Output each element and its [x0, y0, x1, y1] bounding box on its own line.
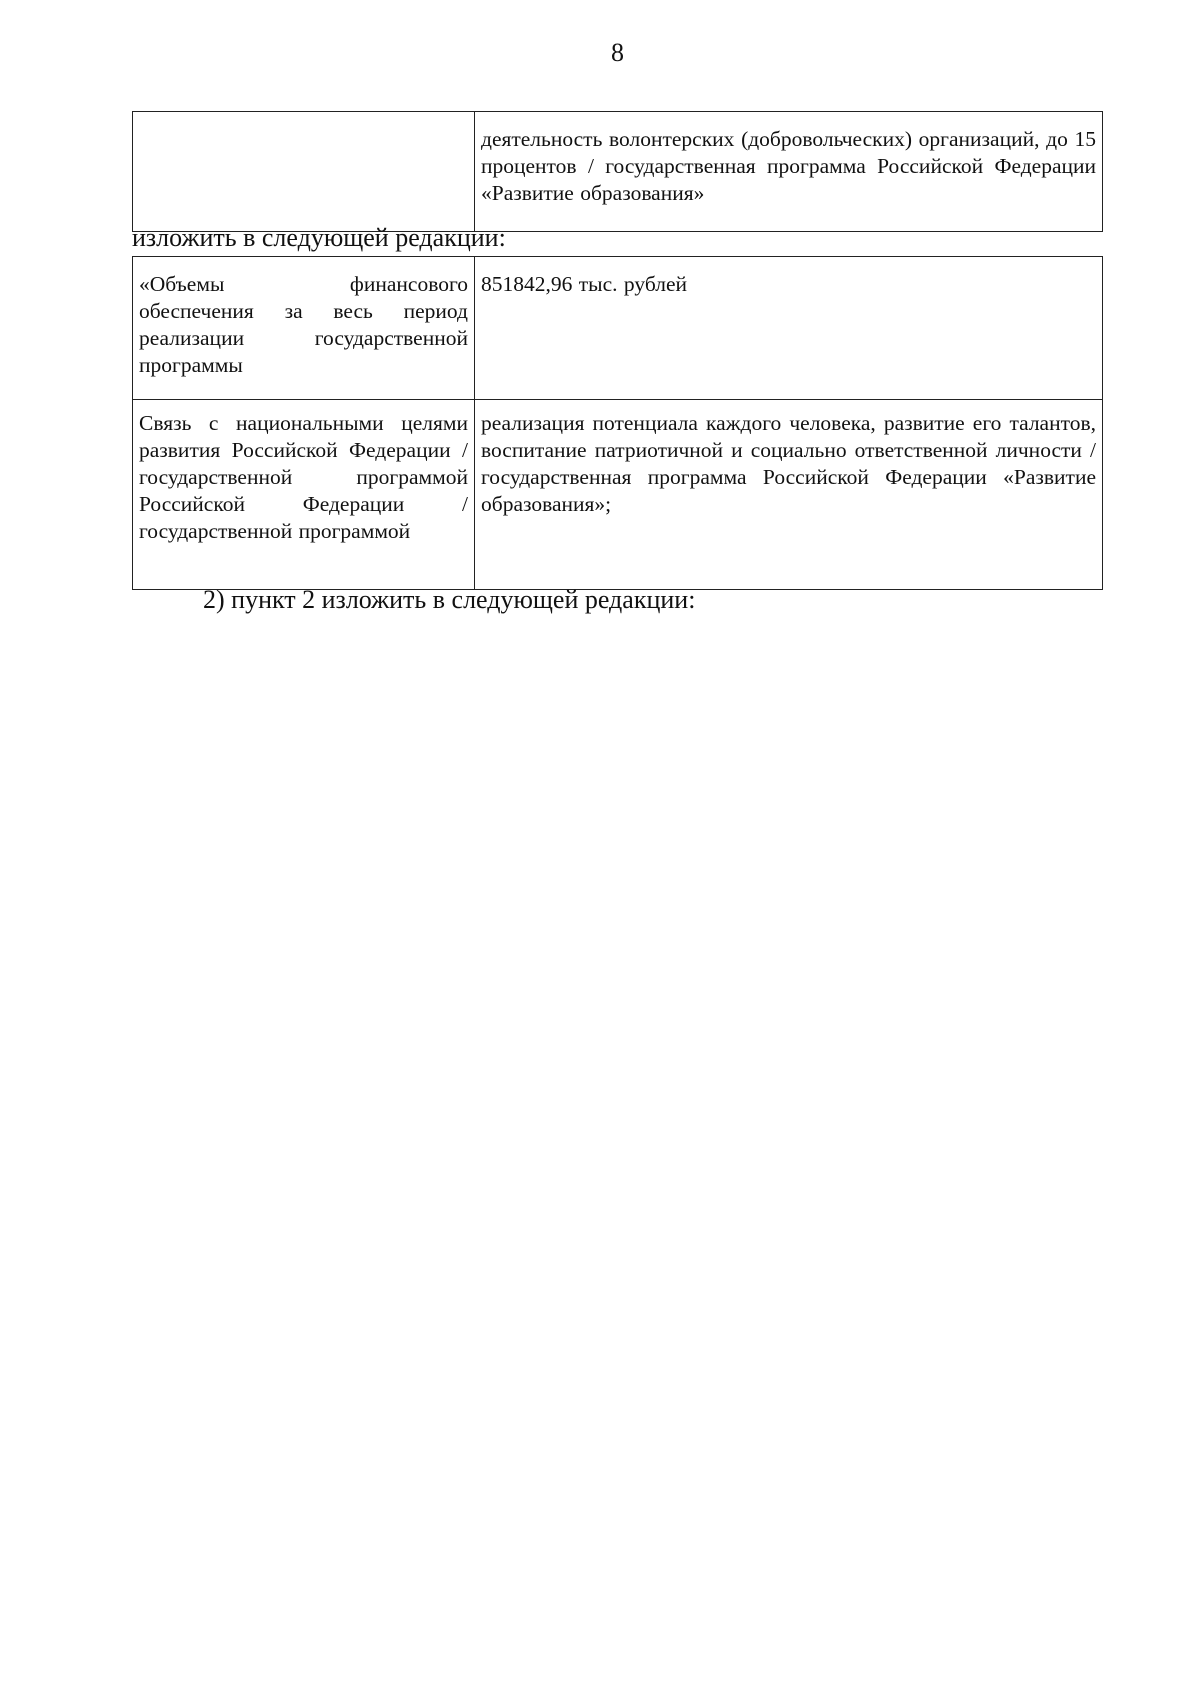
table-cell-value: деятельность волонтерских (добровольческих) организаций, до 15 процентов / государственная программа Российской Федерации «Развитие образования»	[475, 112, 1103, 232]
table-row	[133, 257, 1103, 400]
continuation-table	[132, 111, 1103, 232]
table-cell-value: 851842,96 тыс. рублей	[475, 257, 1103, 400]
table-cell-label: Связь с национальными целями развития Российской Федерации / государственной программой Российской Федерации / государственной программой	[133, 400, 475, 590]
table-cell-value: реализация потенциала каждого человека, развитие его талантов, воспитание патриотичной и социально ответственной личности / государственная программа Российской Федерации «Развитие образования»;	[475, 400, 1103, 590]
table-cell-label	[133, 112, 475, 232]
table-row	[133, 112, 1103, 232]
instruction-text: изложить в следующей редакции:	[132, 223, 506, 252]
table-cell-label: «Объемы финансового обеспечения за весь период реализации государственной программы	[133, 257, 475, 400]
page-number: 8	[611, 38, 624, 67]
paragraph-text: 2) пункт 2 изложить в следующей редакции:	[203, 585, 696, 614]
revised-table	[132, 256, 1103, 590]
table-row	[133, 400, 1103, 590]
